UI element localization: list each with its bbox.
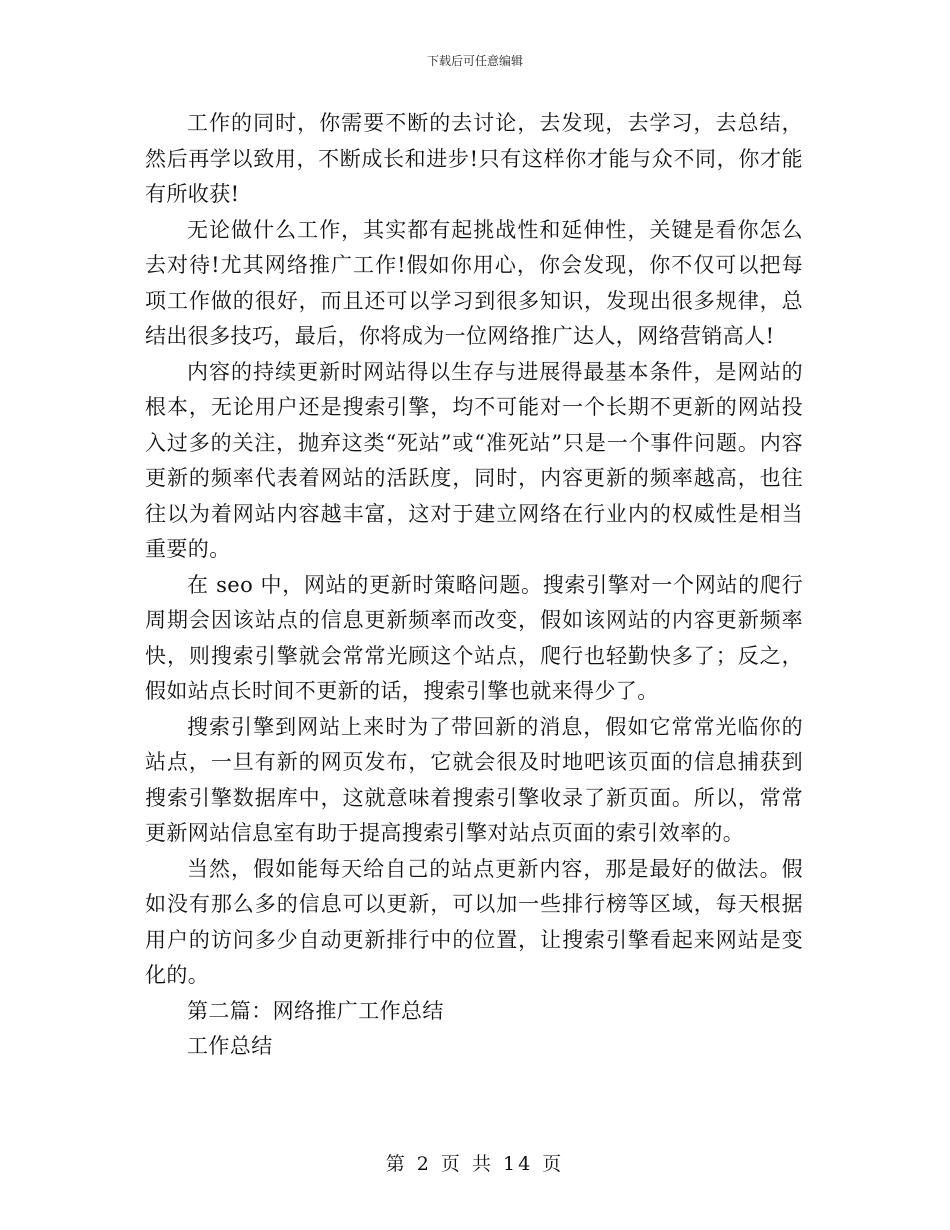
page-footer: 第 2 页 共 14 页	[385, 1153, 565, 1175]
paragraph-1: 工作的同时，你需要不断的去讨论，去发现，去学习，去总结，然后再学以致用，不断成长和进步!只有这样你才能与众不同，你才能有所收获!	[145, 111, 803, 206]
section-heading: 第二篇：网络推广工作总结	[187, 998, 444, 1023]
paragraph-5: 搜索引擎到网站上来时为了带回新的消息，假如它常常光临你的站点，一旦有新的网页发布，它就会很及时地吧该页面的信息捕获到搜索引擎数据库中，这就意味着搜索引擎收录了新页面。所以，常常更新网站信息室有助于提高搜索引擎对站点页面的索引效率的。	[145, 714, 803, 845]
paragraph-4: 在 seo 中，网站的更新时策略问题。搜索引擎对一个网站的爬行周期会因该站点的信息更新频率而改变，假如该网站的内容更新频率快，则搜索引擎就会常常光顾这个站点，爬行也轻勤快多了；反之，假如站点长时间不更新的话，搜索引擎也就来得少了。	[145, 572, 803, 703]
paragraph-2: 无论做什么工作，其实都有起挑战性和延伸性，关键是看你怎么去对待!尤其网络推广工作!假如你用心，你会发现，你不仅可以把每项工作做的很好，而且还可以学习到很多知识，发现出很多规律，总结出很多技巧，最后，你将成为一位网络推广达人，网络营销高人!	[145, 217, 803, 348]
subsection-heading: 工作总结	[187, 1034, 273, 1058]
paragraph-6: 当然，假如能每天给自己的站点更新内容，那是最好的做法。假如没有那么多的信息可以更新，可以加一些排行榜等区域，每天根据用户的访问多少自动更新排行中的位置，让搜索引擎看起来网站是变化的。	[145, 856, 803, 987]
document-body	[145, 106, 803, 1065]
paragraph-3: 内容的持续更新时网站得以生存与进展得最基本条件，是网站的根本，无论用户还是搜索引擎，均不可能对一个长期不更新的网站投入过多的关注，抛弃这类“死站”或“准死站”只是一个事件问题。内容更新的频率代表着网站的活跃度，同时，内容更新的频率越高，也往往以为着网站内容越丰富，这对于建立网络在行业内的权威性是相当重要的。	[145, 359, 803, 561]
page-header: 下载后可任意编辑	[426, 54, 523, 68]
